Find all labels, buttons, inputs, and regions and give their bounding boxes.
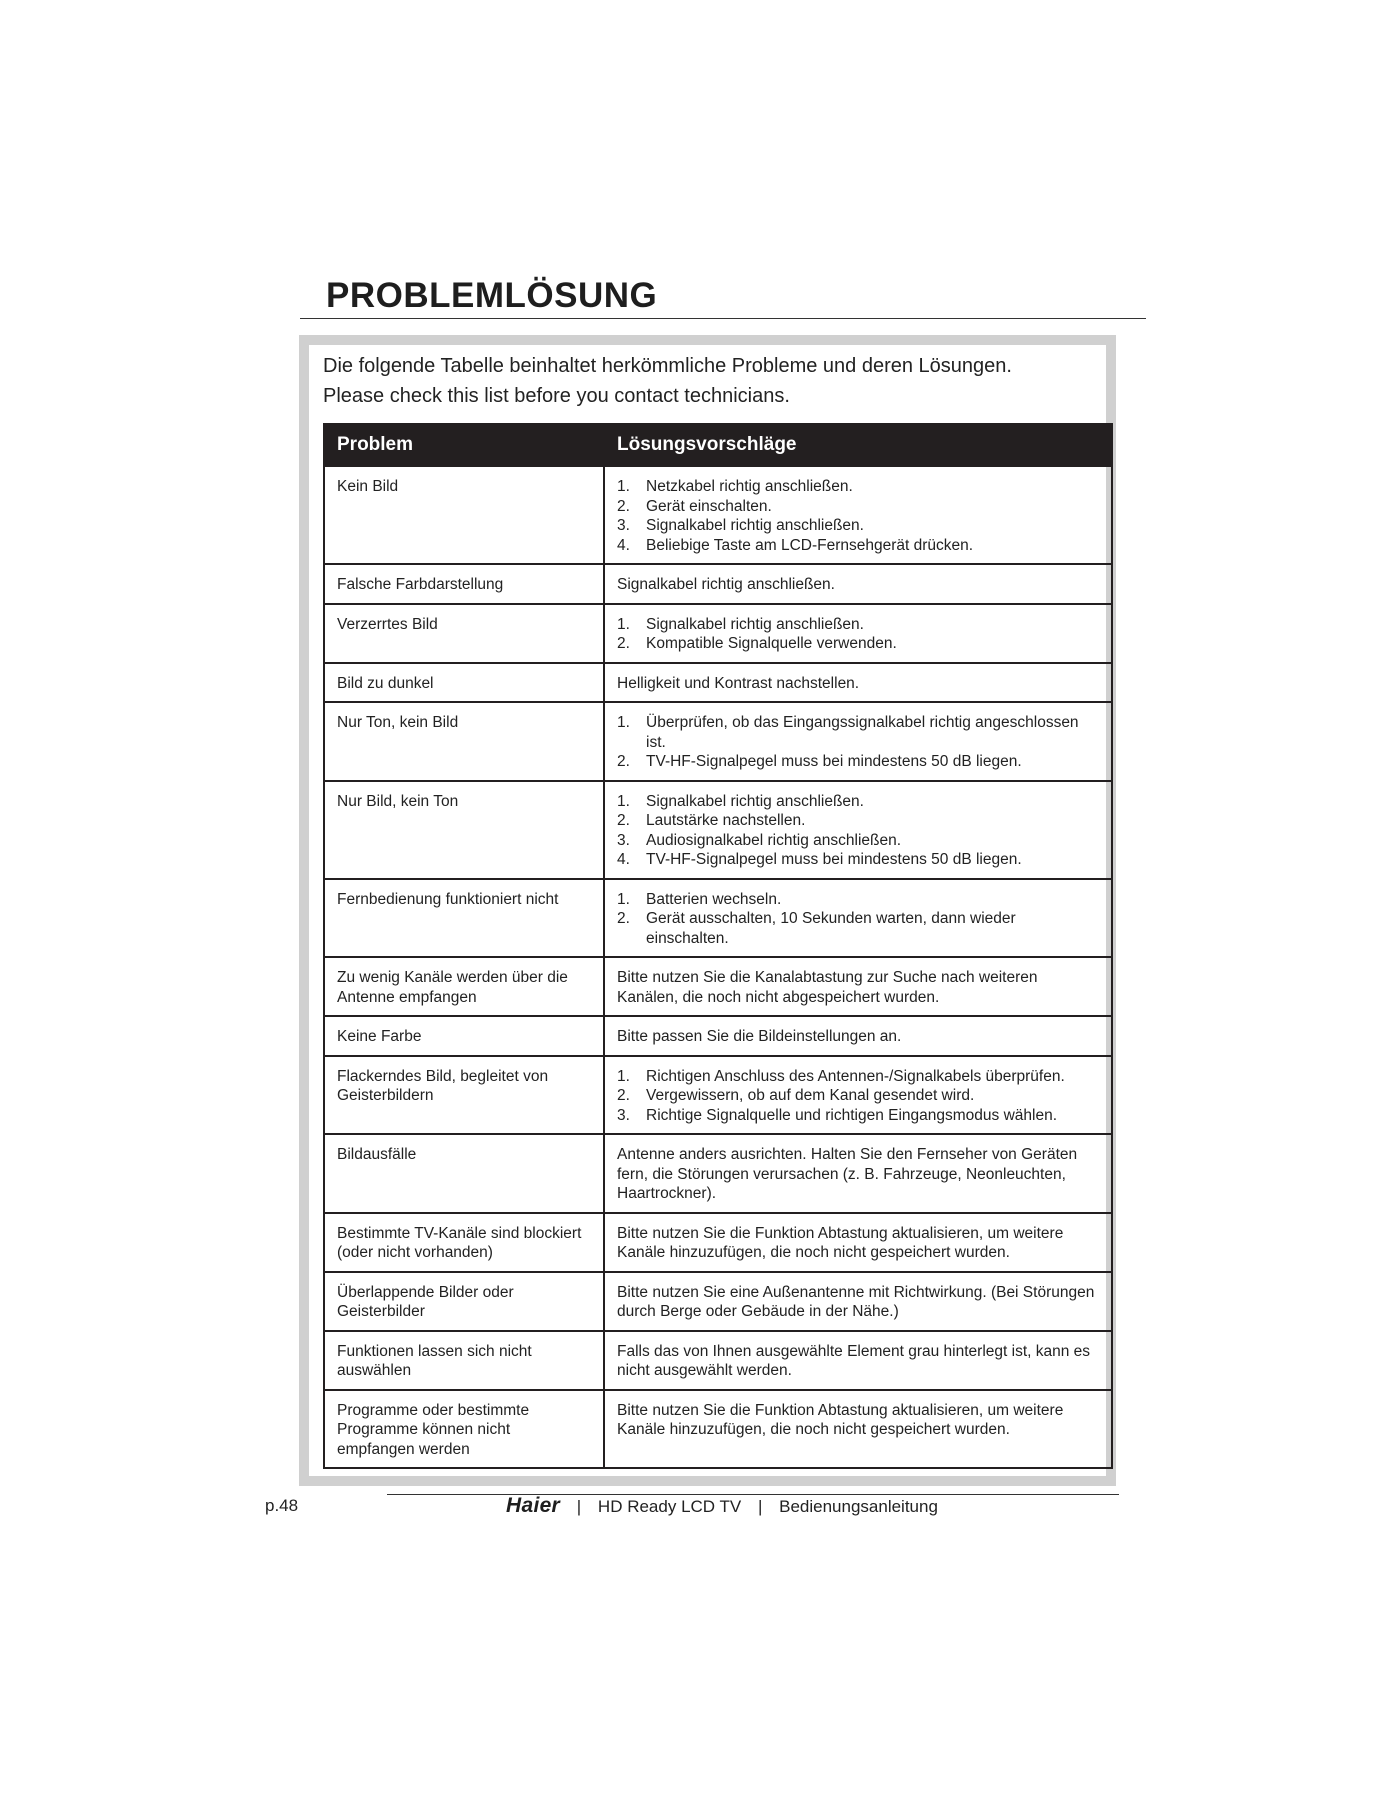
step-text: Signalkabel richtig anschließen. <box>646 517 864 534</box>
troubleshooting-table <box>323 423 1113 1469</box>
problem-cell: Programme oder bestimmte Programme können nicht empfangen werden <box>324 1390 604 1469</box>
step-number: 1. <box>617 792 630 810</box>
solution-step <box>617 811 1099 831</box>
solution-step <box>617 890 1099 910</box>
problem-cell: Zu wenig Kanäle werden über die Antenne empfangen <box>324 957 604 1016</box>
footer-separator: | <box>576 1497 582 1516</box>
problem-cell: Bild zu dunkel <box>324 663 604 703</box>
table-row <box>324 957 1112 1016</box>
table-row <box>324 1213 1112 1272</box>
solution-cell: Bitte nutzen Sie die Kanalabtastung zur Suche nach weiteren Kanälen, die noch nicht abgespeichert wurden. <box>604 957 1112 1016</box>
solution-step <box>617 792 1099 812</box>
solution-steps <box>617 477 1099 555</box>
step-text: Richtigen Anschluss des Antennen-/Signalkabels überprüfen. <box>646 1067 1065 1085</box>
solution-cell <box>604 702 1112 781</box>
solution-step <box>617 497 1099 517</box>
step-number: 2. <box>617 1087 630 1104</box>
step-text: Gerät ausschalten, 10 Sekunden warten, dann wieder einschalten. <box>646 910 1016 947</box>
step-number: 1. <box>617 615 630 633</box>
problem-cell: Kein Bild <box>324 466 604 564</box>
problem-cell: Keine Farbe <box>324 1016 604 1056</box>
problem-cell: Falsche Farbdarstellung <box>324 564 604 604</box>
troubleshooting-box <box>299 335 1116 1486</box>
step-text: Batterien wechseln. <box>646 890 782 908</box>
footer-doc-type: Bedienungsanleitung <box>779 1497 938 1516</box>
table-row <box>324 879 1112 958</box>
solution-steps <box>617 792 1099 870</box>
step-number: 3. <box>617 1106 630 1124</box>
solution-step <box>617 1106 1099 1126</box>
intro-text-german: Die folgende Tabelle beinhaltet herkömmliche Probleme und deren Lösungen. <box>323 355 1012 377</box>
page-number: p.48 <box>265 1496 299 1515</box>
step-number: 4. <box>617 851 630 868</box>
step-number: 1. <box>617 714 630 731</box>
problem-cell: Funktionen lassen sich nicht auswählen <box>324 1331 604 1390</box>
solution-step <box>617 634 1099 654</box>
solution-cell: Falls das von Ihnen ausgewählte Element grau hinterlegt ist, kann es nicht ausgewählt werden. <box>604 1331 1112 1390</box>
solution-step <box>617 909 1099 948</box>
problem-cell: Verzerrtes Bild <box>324 604 604 663</box>
step-number: 2. <box>617 635 630 652</box>
step-text: Richtige Signalquelle und richtigen Eingangsmodus wählen. <box>646 1106 1058 1124</box>
solution-step <box>617 752 1099 772</box>
step-text: Vergewissern, ob auf dem Kanal gesendet wird. <box>646 1087 975 1104</box>
step-number: 3. <box>617 831 630 849</box>
solution-cell: Helligkeit und Kontrast nachstellen. <box>604 663 1112 703</box>
problem-cell: Überlappende Bilder oder Geisterbilder <box>324 1272 604 1331</box>
solution-steps <box>617 713 1099 772</box>
brand-logo: Haier <box>506 1494 561 1517</box>
problem-cell: Nur Ton, kein Bild <box>324 702 604 781</box>
step-text: Überprüfen, ob das Eingangssignalkabel richtig angeschlossen ist. <box>646 714 1079 751</box>
step-text: Audiosignalkabel richtig anschließen. <box>646 831 902 849</box>
table-row <box>324 781 1112 879</box>
solution-step <box>617 615 1099 635</box>
solution-steps <box>617 1067 1099 1126</box>
step-number: 2. <box>617 753 630 770</box>
solution-cell: Antenne anders ausrichten. Halten Sie den Fernseher von Geräten fern, die Störungen verursachen (z. B. Fahrzeuge, Neonleuchten, Haartrockner). <box>604 1134 1112 1213</box>
footer-separator: | <box>757 1497 763 1516</box>
table-header-row <box>324 424 1112 466</box>
problem-cell: Fernbedienung funktioniert nicht <box>324 879 604 958</box>
solution-step <box>617 536 1099 556</box>
step-text: Gerät einschalten. <box>646 497 772 515</box>
solution-cell <box>604 781 1112 879</box>
step-number: 2. <box>617 812 630 829</box>
step-text: Lautstärke nachstellen. <box>646 812 806 829</box>
title-divider <box>300 318 1146 319</box>
solution-cell: Bitte nutzen Sie die Funktion Abtastung aktualisieren, um weitere Kanäle hinzuzufügen, die noch nicht gespeichert wurden. <box>604 1390 1112 1469</box>
table-row <box>324 1390 1112 1469</box>
table-row <box>324 564 1112 604</box>
table-row <box>324 702 1112 781</box>
solution-cell: Signalkabel richtig anschließen. <box>604 564 1112 604</box>
footer-product: HD Ready LCD TV <box>597 1497 742 1516</box>
table-row <box>324 1016 1112 1056</box>
solution-step <box>617 831 1099 851</box>
step-number: 2. <box>617 497 630 515</box>
step-text: Netzkabel richtig anschließen. <box>646 478 853 495</box>
table-row <box>324 466 1112 564</box>
table-row <box>324 1134 1112 1213</box>
problem-cell: Flackerndes Bild, begleitet von Geisterbildern <box>324 1056 604 1135</box>
table-row <box>324 1331 1112 1390</box>
solution-steps <box>617 890 1099 949</box>
step-number: 4. <box>617 536 630 554</box>
header-problem: Problem <box>324 424 604 466</box>
problem-cell: Bestimmte TV-Kanäle sind blockiert (oder nicht vorhanden) <box>324 1213 604 1272</box>
solution-step <box>617 516 1099 536</box>
step-number: 1. <box>617 1067 630 1085</box>
header-solution: Lösungsvorschläge <box>604 424 1112 466</box>
step-number: 1. <box>617 890 630 908</box>
solution-step <box>617 850 1099 870</box>
table-row <box>324 1056 1112 1135</box>
step-text: TV-HF-Signalpegel muss bei mindestens 50 dB liegen. <box>646 851 1022 868</box>
solution-cell <box>604 879 1112 958</box>
solution-cell <box>604 604 1112 663</box>
step-number: 2. <box>617 910 630 927</box>
solution-steps <box>617 615 1099 654</box>
step-text: Signalkabel richtig anschließen. <box>646 615 864 633</box>
solution-cell: Bitte nutzen Sie eine Außenantenne mit Richtwirkung. (Bei Störungen durch Berge oder Gebäude in der Nähe.) <box>604 1272 1112 1331</box>
problem-cell: Bildausfälle <box>324 1134 604 1213</box>
table-row <box>324 1272 1112 1331</box>
solution-cell: Bitte passen Sie die Bildeinstellungen an. <box>604 1016 1112 1056</box>
table-row <box>324 604 1112 663</box>
solution-step <box>617 713 1099 752</box>
solution-cell: Bitte nutzen Sie die Funktion Abtastung aktualisieren, um weitere Kanäle hinzuzufügen, die noch nicht gespeichert wurden. <box>604 1213 1112 1272</box>
solution-cell <box>604 466 1112 564</box>
solution-step <box>617 477 1099 497</box>
intro-text-english: Please check this list before you contact technicians. <box>323 385 790 407</box>
table-row <box>324 663 1112 703</box>
solution-step <box>617 1067 1099 1087</box>
step-number: 1. <box>617 478 630 495</box>
solution-step <box>617 1086 1099 1106</box>
step-text: Signalkabel richtig anschließen. <box>646 792 864 810</box>
step-text: Kompatible Signalquelle verwenden. <box>646 635 897 652</box>
table-body <box>324 466 1112 1468</box>
step-text: Beliebige Taste am LCD-Fernsehgerät drücken. <box>646 536 974 554</box>
step-number: 3. <box>617 517 630 534</box>
step-text: TV-HF-Signalpegel muss bei mindestens 50 dB liegen. <box>646 753 1022 770</box>
problem-cell: Nur Bild, kein Ton <box>324 781 604 879</box>
footer <box>506 1494 938 1518</box>
solution-cell <box>604 1056 1112 1135</box>
page-title: PROBLEMLÖSUNG <box>326 276 658 315</box>
